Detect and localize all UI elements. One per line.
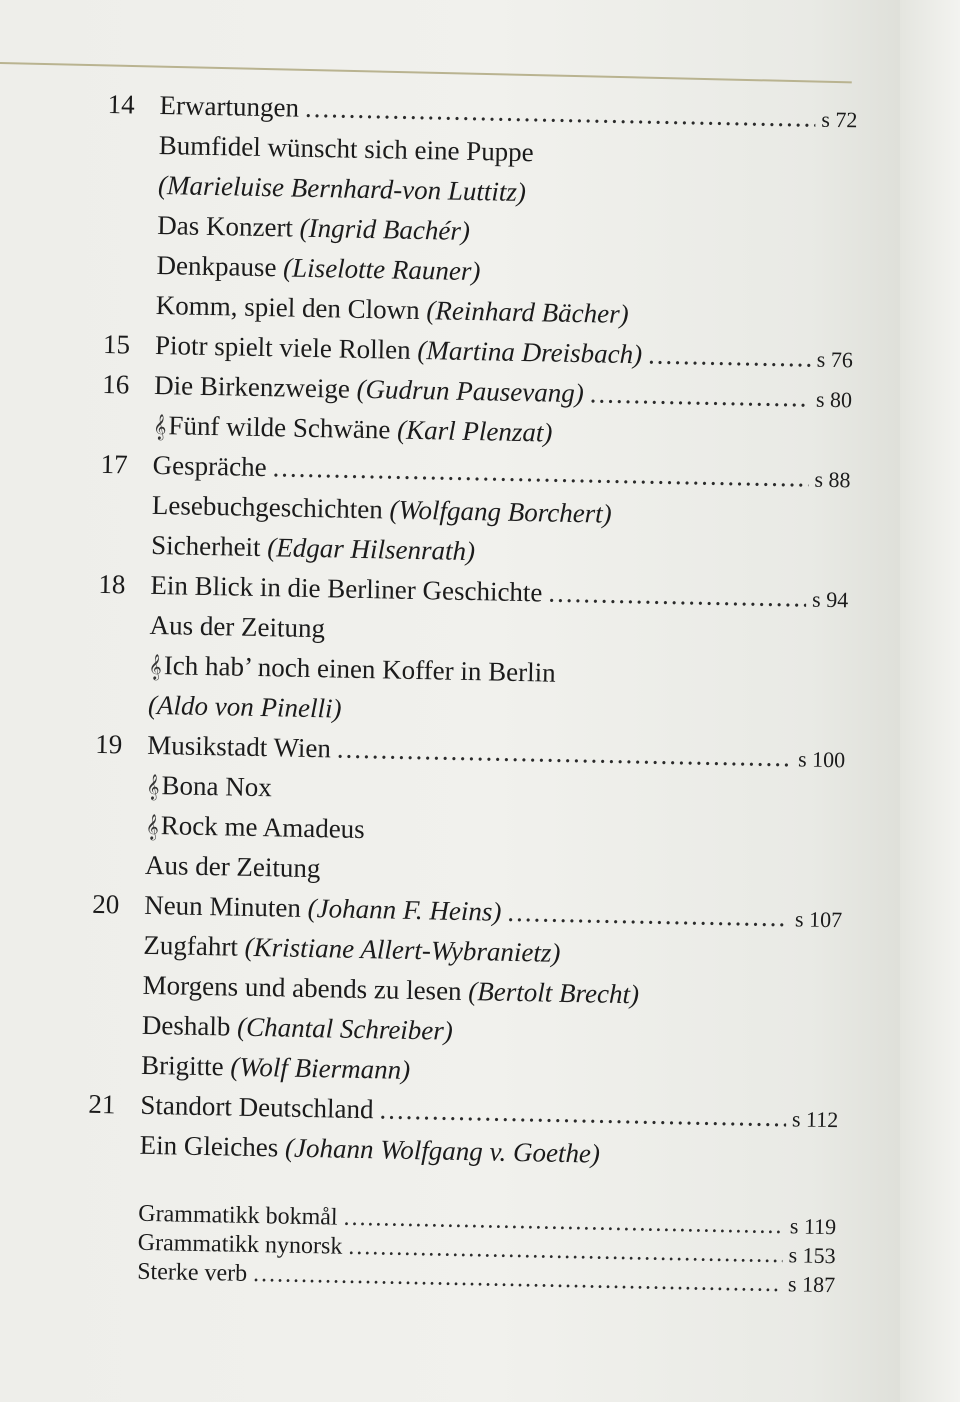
entry-author: (Johann F. Heins): [307, 892, 502, 927]
entry-author: (Reinhard Bächer): [426, 295, 629, 330]
entry-title: Grammatikk nynorsk: [137, 1229, 343, 1260]
entry-title: Ich hab’ noch einen Koffer in Berlin: [163, 650, 556, 688]
leader-dots: [548, 573, 807, 618]
chapter-number: 20: [91, 888, 120, 920]
entry-text: [144, 885, 502, 932]
page-reference: s 119: [789, 1213, 837, 1240]
facing-page-edge: [900, 0, 960, 1402]
toc-appendix: [85, 1198, 837, 1299]
chapter-number: 18: [98, 568, 126, 600]
leader-dots: [648, 334, 811, 377]
entry-title: Erwartungen: [159, 89, 300, 123]
entry-author: (Kristiane Allert-Wybranietz): [244, 931, 561, 968]
entry-title: Morgens und abends zu lesen: [142, 969, 462, 1006]
entry-text: [145, 845, 321, 888]
entry-author: (Karl Plenzat): [396, 414, 553, 448]
entry-author: (Chantal Schreiber): [236, 1011, 454, 1046]
chapter-number: 17: [100, 448, 128, 480]
leader-dots: [507, 892, 789, 937]
entry-title: Aus der Zeitung: [149, 609, 326, 644]
page-reference: s 72: [821, 106, 858, 133]
chapter-number: 16: [101, 368, 130, 400]
music-clef-icon: 𝄞: [148, 654, 163, 681]
leader-dots: [589, 373, 810, 417]
chapter-number: 14: [107, 88, 135, 120]
page-reference: s 76: [816, 346, 854, 373]
entry-text: [147, 725, 331, 769]
entry-text: [146, 765, 272, 810]
entry-title: Die Birkenzweige: [153, 369, 351, 404]
entry-title: Standort Deutschland: [140, 1089, 374, 1125]
page-reference: s 187: [787, 1271, 836, 1298]
entry-author: (Edgar Hilsenrath): [267, 532, 476, 567]
entry-author: (Johann Wolfgang v. Goethe): [284, 1132, 601, 1169]
entry-title: Lesebuchgeschichten: [151, 489, 384, 525]
page-reference: s 100: [797, 746, 846, 773]
page-reference: s 112: [791, 1106, 839, 1133]
entry-title: Deshalb: [141, 1009, 231, 1042]
entry-author: (Aldo von Pinelli): [147, 689, 342, 724]
entry-title: Sicherheit: [150, 529, 261, 563]
page-reference: s 94: [811, 586, 849, 613]
music-clef-icon: 𝄞: [145, 814, 159, 841]
entry-title: Bona Nox: [161, 770, 273, 803]
entry-title: Das Konzert: [157, 209, 294, 243]
entry-author: (Liselotte Rauner): [282, 252, 481, 287]
chapter-number: 19: [95, 728, 123, 760]
entry-text: [141, 1045, 411, 1090]
page-reference: s 153: [788, 1242, 836, 1269]
music-clef-icon: 𝄞: [146, 774, 160, 801]
entry-title: Piotr spielt viele Rollen: [154, 329, 411, 365]
entry-text: [152, 445, 267, 487]
entry-title: Ein Gleiches: [139, 1129, 279, 1163]
entry-title: Ein Blick in die Berliner Geschichte: [150, 569, 543, 608]
entry-title: Fünf wilde Schwäne: [168, 410, 391, 445]
entry-text: [151, 525, 476, 571]
entry-title: Brigitte: [140, 1049, 224, 1082]
entry-title: Gespräche: [152, 449, 267, 483]
entry-title: Bumfidel wünscht sich eine Puppe: [158, 129, 535, 168]
entry-text: [157, 205, 470, 251]
entry-title: Komm, spiel den Clown: [155, 289, 421, 326]
entry-text: [142, 1005, 454, 1051]
page-reference: s 88: [814, 466, 851, 493]
entry-title: Aus der Zeitung: [144, 849, 321, 884]
table-of-contents: [85, 84, 858, 1299]
entry-title: Zugfahrt: [143, 929, 239, 962]
entry-author: (Martina Dreisbach): [417, 334, 643, 370]
entry-text: [156, 245, 481, 291]
entry-title: Sterke verb: [136, 1258, 248, 1287]
entry-author: (Gudrun Pausevang): [356, 373, 585, 409]
entry-title: Grammatikk bokmål: [138, 1200, 338, 1231]
entry-title: Neun Minuten: [143, 889, 302, 923]
entry-text: [149, 605, 325, 648]
entry-text: [140, 1085, 374, 1129]
entry-title: Rock me Amadeus: [160, 810, 366, 845]
music-clef-icon: 𝄞: [153, 414, 167, 441]
entry-title: Musikstadt Wien: [147, 729, 332, 764]
entry-text: [148, 685, 342, 729]
chapter-number: 15: [102, 328, 131, 360]
header-rule: [0, 62, 852, 83]
entry-text: [158, 165, 527, 212]
entry-author: (Marieluise Bernhard-von Luttitz): [157, 169, 527, 208]
page-reference: s 80: [815, 386, 853, 413]
toc-entries: [87, 84, 858, 1178]
chapter-number: 21: [88, 1088, 116, 1120]
entry-author: (Bertolt Brecht): [468, 976, 640, 1010]
entry-text: [159, 85, 299, 128]
entry-author: (Wolf Biermann): [230, 1051, 411, 1085]
entry-title: Denkpause: [156, 249, 277, 283]
entry-author: (Wolfgang Borchert): [389, 494, 613, 529]
page-reference: s 107: [794, 906, 843, 933]
entry-author: (Ingrid Bachér): [299, 212, 471, 246]
